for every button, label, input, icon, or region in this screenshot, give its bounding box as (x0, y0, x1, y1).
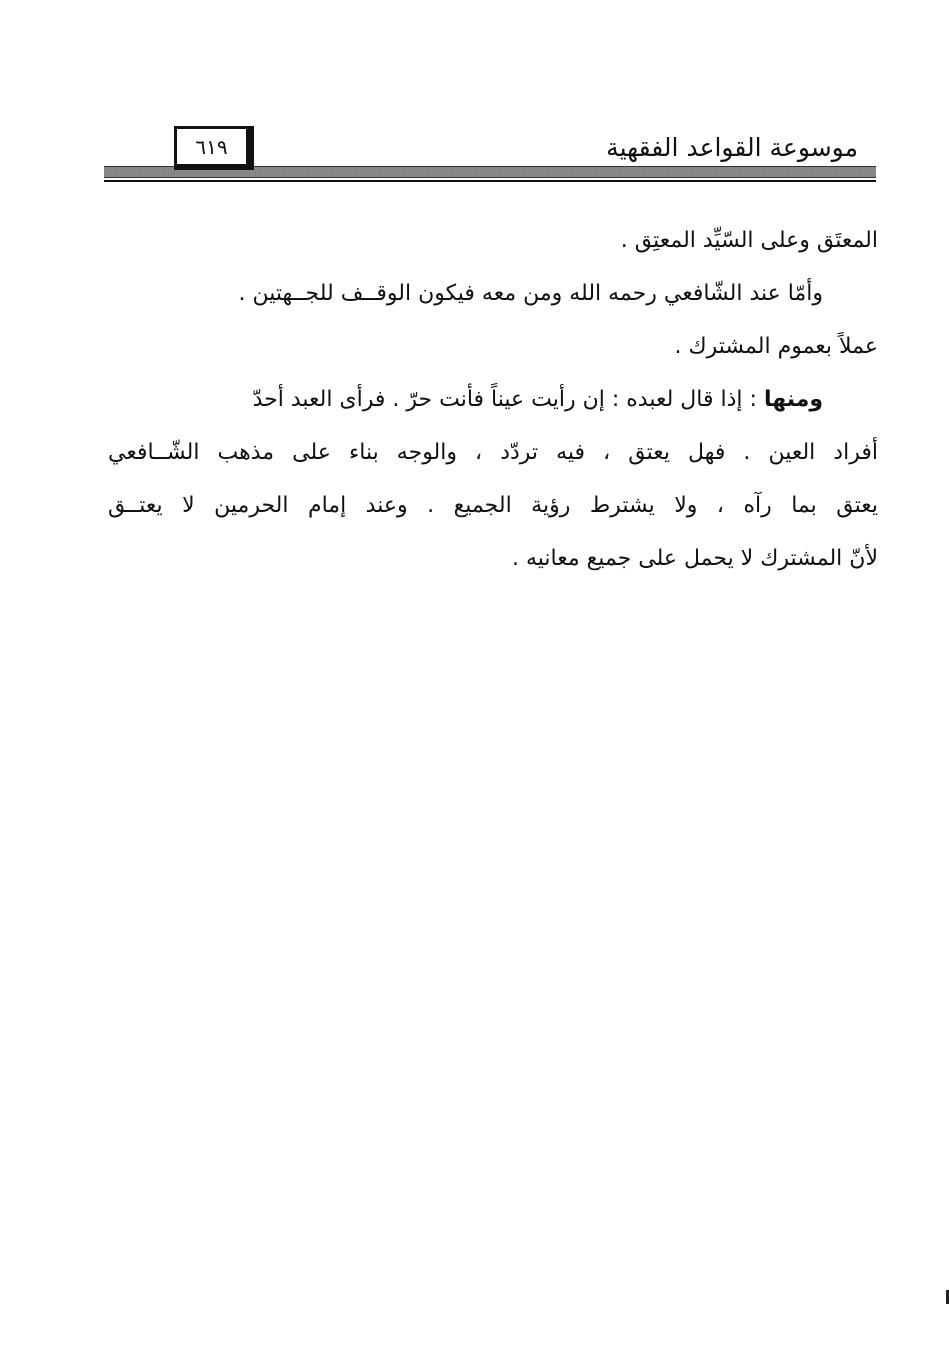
text-line-rest: : إذا قال لعبده : إن رأيت عيناً فأنت حرّ . فرأى العبد أحدّ (252, 387, 757, 412)
body-text (108, 214, 878, 585)
book-title: موسوعة القواعد الفقهية (606, 133, 858, 162)
text-line: المعتَق وعلى السّيِّد المعتِق . (620, 228, 878, 253)
text-line: عملاً بعموم المشترك . (674, 334, 878, 359)
text-line: لأنّ المشترك لا يحمل على جميع معانيه . (511, 546, 878, 571)
page-number: ٦١٩ (174, 126, 254, 170)
lead-word: ومنها (763, 387, 823, 412)
page-header (104, 126, 876, 186)
text-line: أفراد العين . فهل يعتق ، فيه تردّد ، والوجه بناء على مذهب الشّــافعي (108, 440, 878, 465)
header-rule-thin (104, 180, 876, 182)
text-line (108, 373, 878, 426)
text-line: وأمّا عند الشّافعي رحمه الله ومن معه فيكون الوقــف للجــهتين . (238, 281, 823, 306)
text-line: يعتق بما رآه ، ولا يشترط رؤية الجميع . وعند إمام الحرمين لا يعتــق (108, 493, 878, 518)
